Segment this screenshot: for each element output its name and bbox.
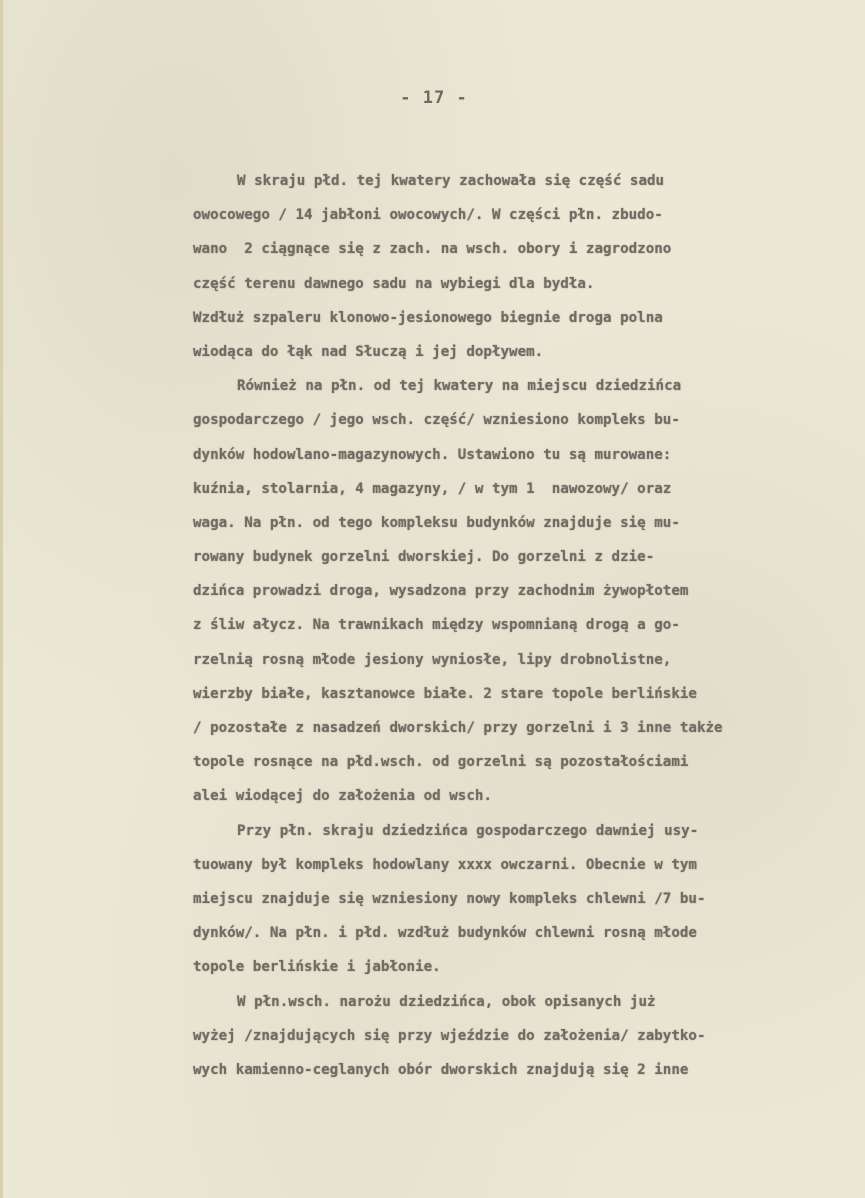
text-line: W płn.wsch. narożu dziedzińca, obok opisanych już (237, 993, 656, 1010)
text-line: dynków hodowlano-magazynowych. Ustawiono tu są murowane: (193, 446, 672, 463)
page-number: - 17 - (400, 88, 468, 108)
text-line: Przy płn. skraju dziedzińca gospodarczego dawniej usy- (237, 822, 699, 839)
text-line: kuźnia, stolarnia, 4 magazyny, / w tym 1 nawozowy/ oraz (193, 480, 672, 497)
text-line: rowany budynek gorzelni dworskiej. Do gorzelni z dzie- (193, 549, 655, 566)
text-line: z śliw ałycz. Na trawnikach między wspomnianą drogą a go- (193, 617, 680, 634)
text-line: / pozostałe z nasadzeń dworskich/ przy gorzelni i 3 inne także (193, 720, 723, 736)
text-line: dzińca prowadzi droga, wysadzona przy zachodnim żywopłotem (193, 583, 689, 600)
text-line: wierzby białe, kasztanowce białe. 2 stare topole berlińskie (193, 685, 697, 702)
text-line: topole rosnące na płd.wsch. od gorzelni są pozostałościami (193, 754, 689, 771)
text-line: wych kamienno-ceglanych obór dworskich znajdują się 2 inne (193, 1061, 689, 1078)
text-line: miejscu znajduje się wzniesiony nowy kompleks chlewni /7 bu- (193, 890, 706, 907)
text-line: wano 2 ciągnące się z zach. na wsch. obory i zagrodzono (193, 241, 672, 258)
text-line: Wzdłuż szpaleru klonowo-jesionowego biegnie droga polna (193, 309, 663, 326)
text-line: dynków/. Na płn. i płd. wzdłuż budynków chlewni rosną młode (193, 925, 697, 942)
text-line: Również na płn. od tej kwatery na miejscu dziedzińca (237, 378, 682, 395)
typed-text-body (193, 164, 833, 1087)
text-line: tuowany był kompleks hodowlany xxxx owczarni. Obecnie w tym (193, 856, 697, 873)
text-line: topole berlińskie i jabłonie. (193, 959, 441, 976)
text-line: owocowego / 14 jabłoni owocowych/. W części płn. zbudo- (193, 207, 663, 224)
text-line: waga. Na płn. od tego kompleksu budynków znajduje się mu- (193, 514, 680, 531)
text-line: wyżej /znajdujących się przy wjeździe do założenia/ zabytko- (193, 1027, 706, 1044)
text-line: alei wiodącej do założenia od wsch. (193, 788, 492, 805)
text-line: wiodąca do łąk nad Słuczą i jej dopływem. (193, 343, 544, 360)
text-line: W skraju płd. tej kwatery zachowała się część sadu (237, 173, 665, 189)
text-line: część terenu dawnego sadu na wybiegi dla bydła. (193, 275, 595, 292)
text-line: rzelnią rosną młode jesiony wyniosłe, lipy drobnolistne, (193, 651, 672, 668)
text-line: gospodarczego / jego wsch. część/ wzniesiono kompleks bu- (193, 412, 680, 429)
